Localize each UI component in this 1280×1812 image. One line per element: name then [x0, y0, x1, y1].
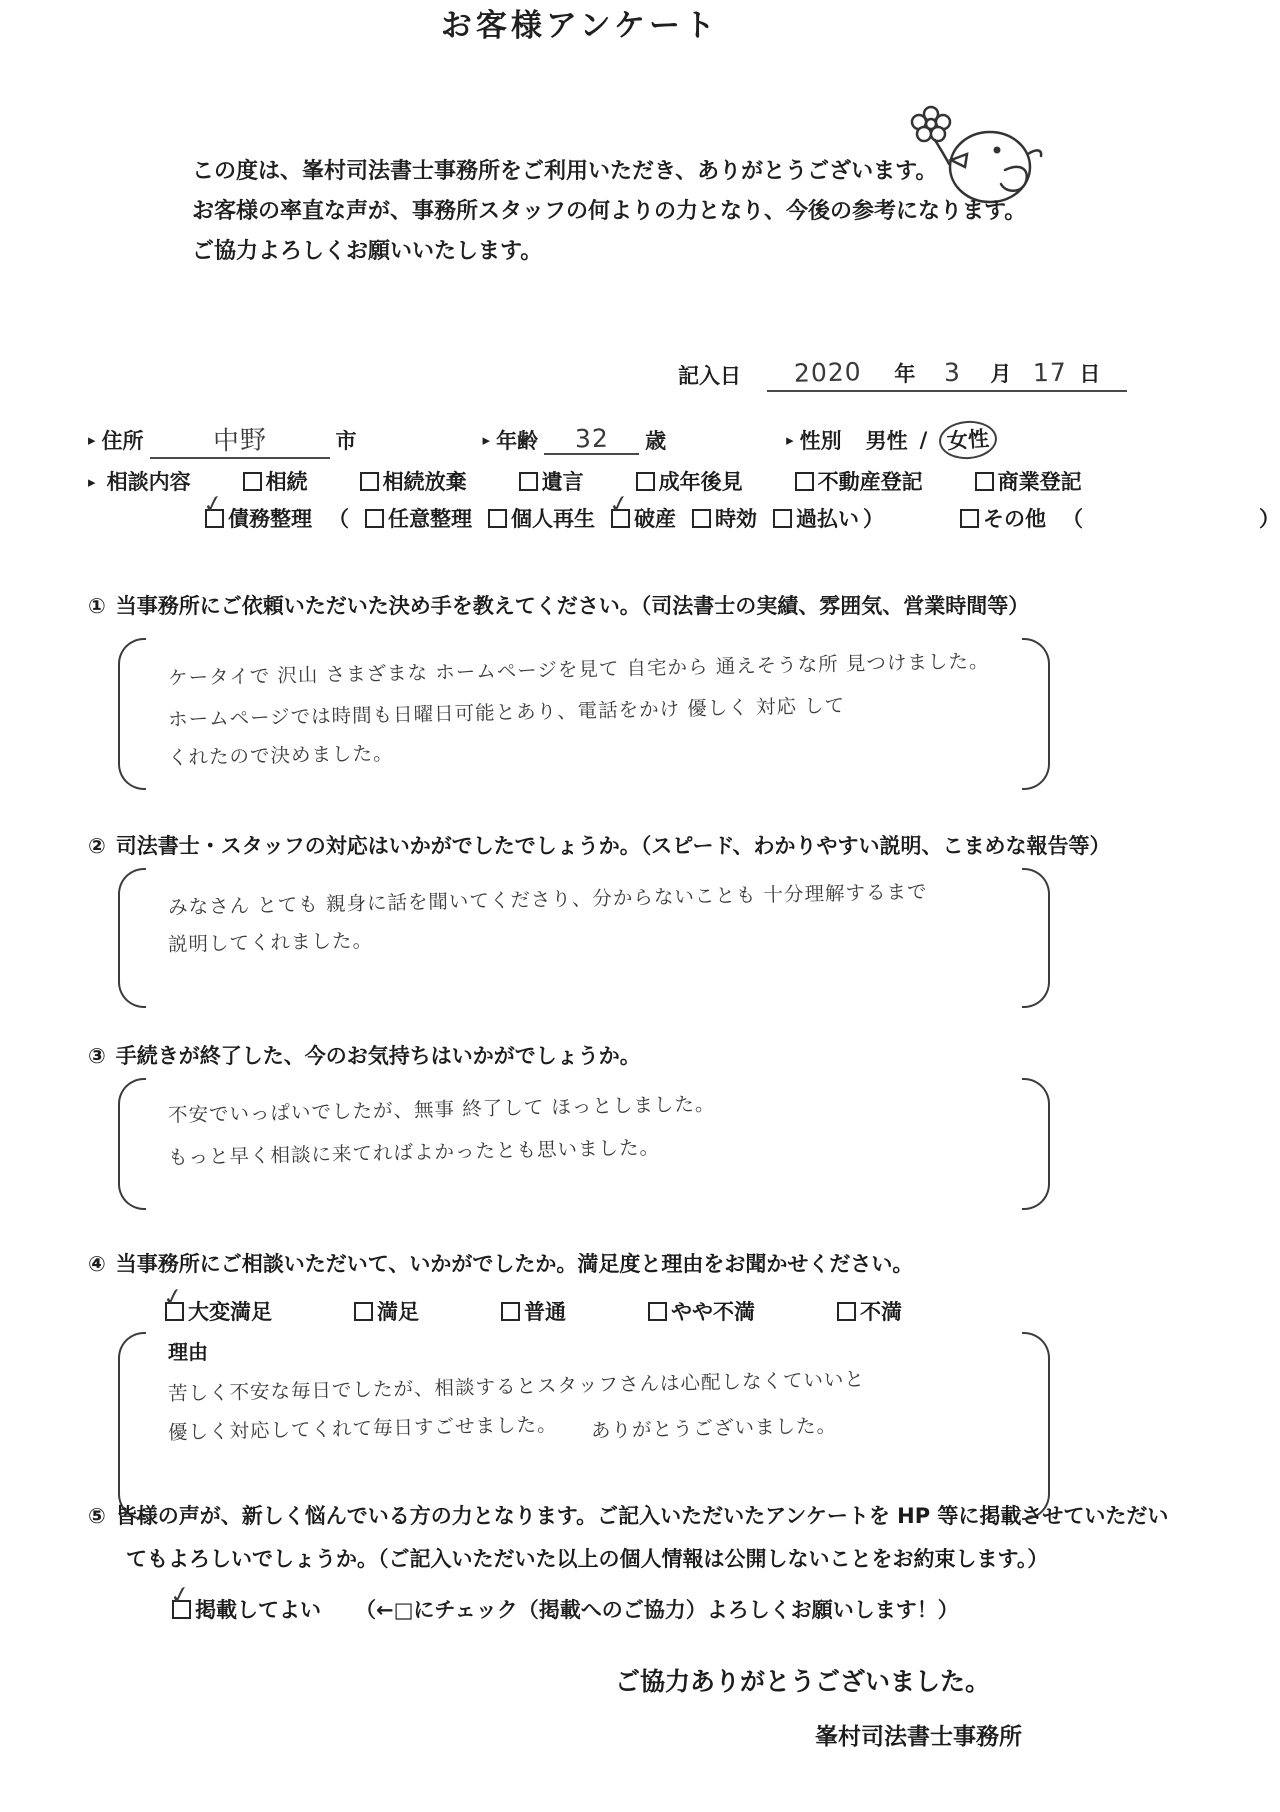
age-unit: 歳 — [645, 428, 667, 453]
checkbox-label: 商業登記 — [997, 470, 1082, 494]
consultation-row-1 — [88, 466, 1082, 496]
other-close-paren: ） — [1259, 507, 1280, 531]
fill-date — [678, 358, 1127, 392]
gender-slash: / — [919, 427, 928, 452]
question-5-text-line2: てもよろしいでしょうか。（ご記入いただいた以上の個人情報は公開しないことをお約束します。） — [126, 1547, 1049, 1571]
handwritten-line: ありがとうございました。 — [590, 1414, 837, 1443]
checkbox-label: やや不満 — [671, 1300, 755, 1324]
close-paren: ） — [863, 507, 884, 531]
publish-consent-row — [167, 1579, 959, 1624]
check-icon: ✓ — [606, 488, 632, 520]
publish-note: （←□にチェック（掲載へのご協力）よろしくお願いします！） — [355, 1598, 959, 1622]
footer-thanks: ご協力ありがとうございました。 — [614, 1667, 990, 1696]
gender-male: 男性 — [865, 428, 908, 453]
checkbox-box — [795, 472, 814, 491]
checkbox-personal-rehabilitation — [488, 503, 595, 533]
check-icon: ✓ — [200, 488, 226, 520]
checkbox-label: 普通 — [524, 1300, 566, 1324]
checkbox-label: 満足 — [377, 1300, 419, 1324]
consultation-row-2 — [200, 488, 1280, 533]
checkbox-neutral — [501, 1296, 566, 1326]
question-4-number: ④ — [88, 1252, 106, 1276]
checkbox-label: 過払い — [796, 507, 859, 531]
checkbox-label: 大変満足 — [188, 1300, 272, 1324]
profile-row — [88, 420, 997, 459]
checkbox-box — [837, 1302, 856, 1321]
intro-line: お客様の率直な声が、事務所スタッフの何よりの力となり、今後の参考になります。 — [192, 199, 1027, 224]
answer-bracket-left — [118, 638, 146, 790]
question-1-text: 当事務所にご依頼いただいた決め手を教えてください。（司法書士の実績、雰囲気、営業時間等） — [115, 594, 1030, 618]
checkbox-will — [519, 466, 584, 496]
checkbox-label: 不満 — [860, 1300, 902, 1324]
gender-label: 性別 — [799, 428, 842, 453]
handwritten-line: もっと早く相談に来てればよかったとも思いました。 — [167, 1135, 661, 1170]
q4-reason-answer — [118, 1332, 1050, 1520]
checkbox-box — [488, 509, 507, 528]
question-4 — [88, 1248, 913, 1278]
checkbox-satisfied — [354, 1296, 419, 1326]
answer-bracket-right — [1022, 868, 1050, 1008]
address-value: 中野 — [212, 425, 267, 457]
satisfaction-options — [160, 1281, 902, 1326]
question-5 — [88, 1500, 1168, 1530]
question-3-text: 手続きが終了した、今のお気持ちはいかがでしょうか。 — [115, 1044, 641, 1068]
answer-bracket-right — [1022, 1078, 1050, 1210]
date-label: 記入日 — [678, 364, 741, 388]
checkbox-adult-guardianship — [636, 466, 743, 496]
age-filled — [544, 424, 639, 455]
checkbox-label: 遺言 — [541, 470, 584, 494]
bullet-icon: ▸ — [482, 430, 491, 449]
handwritten-line: みなさん とても 親身に話を聞いてくださり、分からないことも 十分理解するまで — [167, 880, 928, 919]
handwritten-line: 説明してくれました。 — [167, 928, 374, 957]
checkbox-box — [975, 472, 994, 491]
intro-line: この度は、峯村司法書士事務所をご利用いただき、ありがとうございます。 — [192, 159, 938, 184]
date-month-value: 3 — [944, 357, 962, 388]
question-3-number: ③ — [88, 1044, 106, 1068]
answer-bracket-right — [1022, 638, 1050, 790]
check-icon: ✓ — [167, 1579, 193, 1611]
question-5-number: ⑤ — [88, 1504, 106, 1528]
date-year-unit: 年 — [894, 362, 916, 386]
checkbox-real-estate-registration — [795, 466, 923, 496]
checkbox-commercial-registration — [975, 466, 1082, 496]
q3-answer — [118, 1078, 1050, 1210]
checkbox-somewhat-dissatisfied — [648, 1296, 755, 1326]
checkbox-label: 相続放棄 — [382, 470, 467, 494]
other-open-paren: （ — [1062, 507, 1083, 531]
checkbox-label: 個人再生 — [511, 507, 595, 531]
checkbox-box — [243, 472, 262, 491]
bullet-icon: ▸ — [88, 473, 96, 491]
question-2-text: 司法書士・スタッフの対応はいかがでしたでしょうか。（スピード、わかりやすい説明、こまめな報告等） — [115, 834, 1111, 858]
question-5-line2 — [126, 1543, 1048, 1573]
checkbox-box — [360, 472, 379, 491]
question-2 — [88, 830, 1111, 860]
checkbox-label: 成年後見 — [658, 470, 743, 494]
footer-office-name: 峯村司法書士事務所 — [815, 1724, 1022, 1750]
checkbox-dissatisfied — [837, 1296, 902, 1326]
checkbox-label: 任意整理 — [388, 507, 472, 531]
q1-answer — [118, 638, 1050, 790]
checkbox-very-satisfied — [160, 1281, 272, 1326]
checkbox-box — [648, 1302, 667, 1321]
open-paren: （ — [328, 507, 349, 531]
address-unit: 市 — [335, 428, 357, 453]
page-title: お客様アンケート — [440, 8, 720, 44]
intro-line: ご協力よろしくお願いいたします。 — [192, 239, 543, 264]
checkbox-box — [354, 1302, 373, 1321]
handwritten-line: くれたので決めました。 — [167, 741, 394, 770]
checkbox-box — [692, 509, 711, 528]
checkbox-inheritance — [243, 466, 308, 496]
checkbox-bankruptcy — [606, 488, 676, 533]
date-day-unit: 日 — [1079, 362, 1101, 386]
address-filled — [150, 420, 330, 459]
date-filled-line — [767, 358, 1127, 392]
age-label: 年齢 — [496, 428, 539, 453]
checkbox-label: 相続 — [265, 470, 308, 494]
checkbox-label: 掲載してよい — [195, 1598, 321, 1622]
intro-text — [192, 152, 1026, 272]
checkbox-statute-of-limitations — [692, 503, 757, 533]
handwritten-line: 苦しく不安な毎日でしたが、相談するとスタッフさんは心配しなくていいと — [167, 1367, 866, 1406]
date-month-unit: 月 — [990, 362, 1012, 386]
consultation-label: 相談内容 — [106, 470, 191, 494]
answer-bracket-right — [1022, 1332, 1050, 1520]
bullet-icon: ▸ — [88, 430, 96, 449]
date-year-value: 2020 — [793, 357, 862, 388]
question-1 — [88, 590, 1029, 620]
question-1-number: ① — [88, 594, 106, 618]
answer-bracket-left — [118, 868, 146, 1008]
checkbox-box — [519, 472, 538, 491]
question-5-text-line1: 皆様の声が、新しく悩んでいる方の力となります。ご記入いただいたアンケートを HP 等に掲載させていただい — [115, 1504, 1169, 1528]
handwritten-line: ケータイで 沢山 さまざまな ホームページを見て 自宅から 通えそうな所 見つけました。 — [167, 649, 990, 690]
bullet-icon: ▸ — [786, 430, 794, 449]
address-label: 住所 — [101, 428, 144, 453]
checkbox-label: 債務整理 — [228, 507, 312, 531]
checkbox-box — [773, 509, 792, 528]
gender-female-circled: 女性 — [938, 419, 999, 461]
checkbox-box — [501, 1302, 520, 1321]
question-3 — [88, 1040, 641, 1070]
handwritten-line: 不安でいっぱいでしたが、無事 終了して ほっとしました。 — [167, 1092, 716, 1127]
handwritten-line: ホームページでは時間も日曜日可能とあり、電話をかけ 優しく 対応 して — [167, 693, 846, 732]
answer-bracket-left — [118, 1078, 146, 1210]
check-icon: ✓ — [160, 1281, 186, 1313]
age-value: 32 — [574, 423, 609, 454]
checkbox-voluntary-liquidation — [365, 503, 472, 533]
checkbox-label: 時効 — [715, 507, 757, 531]
date-day-value: 17 — [1032, 357, 1067, 388]
checkbox-box — [636, 472, 655, 491]
question-4-text: 当事務所にご相談いただいて、いかがでしたか。満足度と理由をお聞かせください。 — [115, 1252, 914, 1276]
checkbox-inheritance-waiver — [360, 466, 467, 496]
reason-label: 理由 — [168, 1340, 208, 1364]
checkbox-publish-ok — [167, 1579, 321, 1624]
checkbox-label: 破産 — [634, 507, 676, 531]
checkbox-label: 不動産登記 — [817, 470, 923, 494]
q2-answer — [118, 868, 1050, 1008]
answer-bracket-left — [118, 1332, 146, 1520]
checkbox-box — [960, 509, 979, 528]
handwritten-line: 優しく対応してくれて毎日すごせました。 — [167, 1412, 558, 1445]
checkbox-other — [960, 503, 1046, 533]
checkbox-debt-consolidation — [200, 488, 312, 533]
question-2-number: ② — [88, 834, 106, 858]
checkbox-label: その他 — [983, 507, 1046, 531]
checkbox-box — [365, 509, 384, 528]
checkbox-overpayment — [773, 503, 859, 533]
